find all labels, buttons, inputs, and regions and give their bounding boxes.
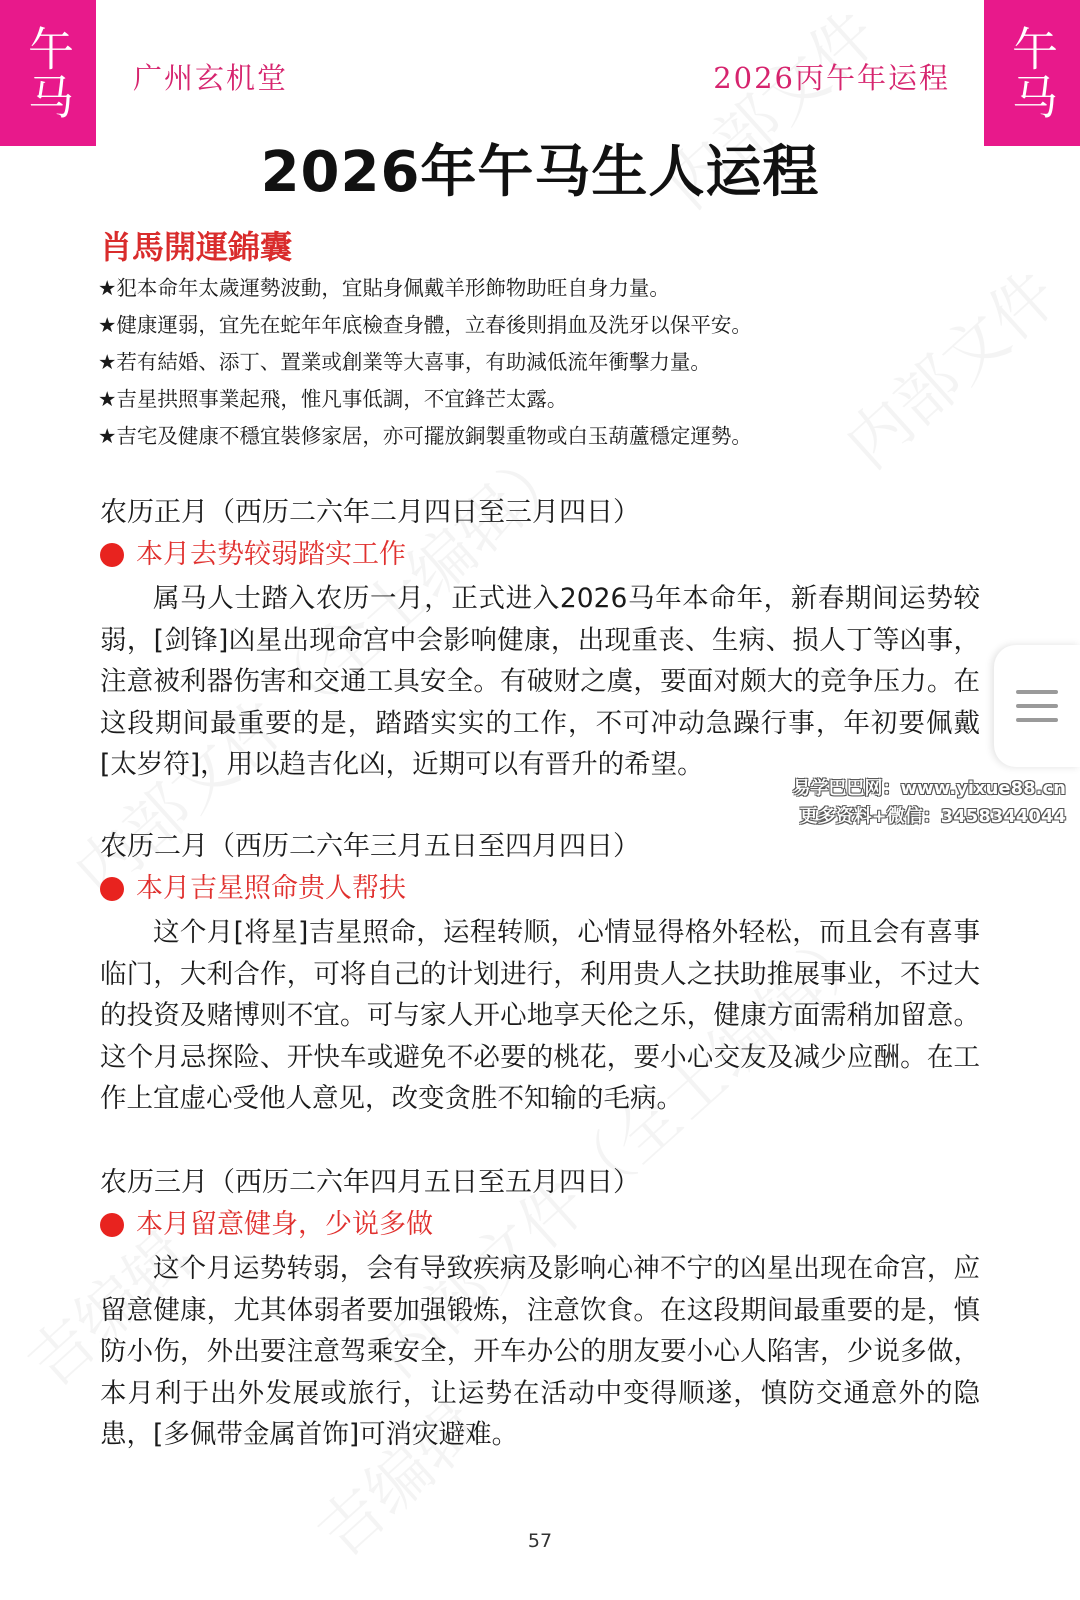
- page-number: 57: [527, 1530, 553, 1552]
- month-section-3: [100, 1162, 980, 1456]
- month-section-2: [100, 826, 980, 1120]
- side-menu-button[interactable]: [994, 645, 1080, 767]
- corner-tab-left: [0, 0, 96, 146]
- site-watermark-url: 易学巴巴网：www.yixue88.cn: [792, 778, 1066, 799]
- tips-heading: 肖馬開運錦囊: [100, 228, 293, 266]
- month-body: 属马人士踏入农历一月，正式进入2026马年本命年，新春期间运势较弱，[剑锋]凶星出现命宫中会影响健康，出现重丧、生病、损人丁等凶事，注意被利器伤害和交通工具安全。有破财之虞，要面对颇大的竞争压力。在这段期间最重要的是，踏踏实实的工作，不可冲动急躁行事，年初要佩戴[太岁符]，用以趋吉化凶，近期可以有晋升的希望。: [100, 583, 980, 780]
- month-title: 农历二月（西历二六年三月五日至四月四日）: [100, 831, 640, 862]
- menu-icon-bar: [1016, 704, 1058, 708]
- tip-item: ★健康運弱，宜先在蛇年年底檢查身體，立春後則捐血及洗牙以保平安。: [98, 313, 752, 337]
- month-title: 农历正月（西历二六年二月四日至三月四日）: [100, 497, 640, 528]
- tips-list: [98, 270, 978, 455]
- menu-icon-bar: [1016, 690, 1058, 694]
- month-subtitle: [100, 868, 980, 910]
- red-dot-icon: [100, 877, 124, 901]
- month-subtitle: [100, 1204, 980, 1246]
- red-dot-icon: [100, 543, 124, 567]
- month-subtitle-text: 本月去势较弱踏实工作: [136, 539, 406, 570]
- corner-tab-label: 午马: [21, 25, 75, 121]
- menu-icon-bar: [1016, 718, 1058, 722]
- month-title: 农历三月（西历二六年四月五日至五月四日）: [100, 1167, 640, 1198]
- red-dot-icon: [100, 1213, 124, 1237]
- tip-item: ★犯本命年太歲運勢波動，宜貼身佩戴羊形飾物助旺自身力量。: [98, 276, 670, 300]
- tip-item: ★吉宅及健康不穩宜裝修家居，亦可擺放銅製重物或白玉葫蘆穩定運勢。: [98, 424, 752, 448]
- site-watermark-contact: 更多资料+微信：3458344044: [799, 806, 1066, 827]
- month-subtitle-text: 本月吉星照命贵人帮扶: [136, 873, 406, 904]
- page-title: 2026年午马生人运程: [260, 140, 820, 205]
- tip-item: ★若有結婚、添丁、置業或創業等大喜事，有助減低流年衝擊力量。: [98, 350, 711, 374]
- month-section-1: [100, 492, 980, 786]
- corner-tab-right: [984, 0, 1080, 146]
- header-publisher: 广州玄机堂: [133, 61, 289, 95]
- month-body: 这个月运势转弱，会有导致疾病及影响心神不宁的凶星出现在命宫，应留意健康，尤其体弱者要加强锻炼，注意饮食。在这段期间最重要的是，慎防小伤，外出要注意驾乘安全，开车办公的朋友要小心人陷害，少说多做，本月利于出外发展或旅行，让运势在活动中变得顺遂，慎防交通意外的隐患，[多佩带金属首饰]可消灾避难。: [100, 1253, 980, 1450]
- month-subtitle: [100, 534, 980, 576]
- month-subtitle-text: 本月留意健身，少说多做: [136, 1209, 433, 1240]
- corner-tab-label: 午马: [1005, 25, 1059, 121]
- month-body: 这个月[将星]吉星照命，运程转顺，心情显得格外轻松，而且会有喜事临门，大利合作，可将自己的计划进行，利用贵人之扶助推展事业，不过大的投资及赌博则不宜。可与家人开心地享天伦之乐，健康方面需稍加留意。这个月忌探险、开快车或避免不必要的桃花，要小心交友及减少应酬。在工作上宜虚心受他人意见，改变贪胜不知输的毛病。: [100, 917, 980, 1114]
- tip-item: ★吉星拱照事業起飛，惟凡事低調，不宜鋒芒太露。: [98, 387, 568, 411]
- header-series: 2026丙午年运程: [713, 61, 950, 95]
